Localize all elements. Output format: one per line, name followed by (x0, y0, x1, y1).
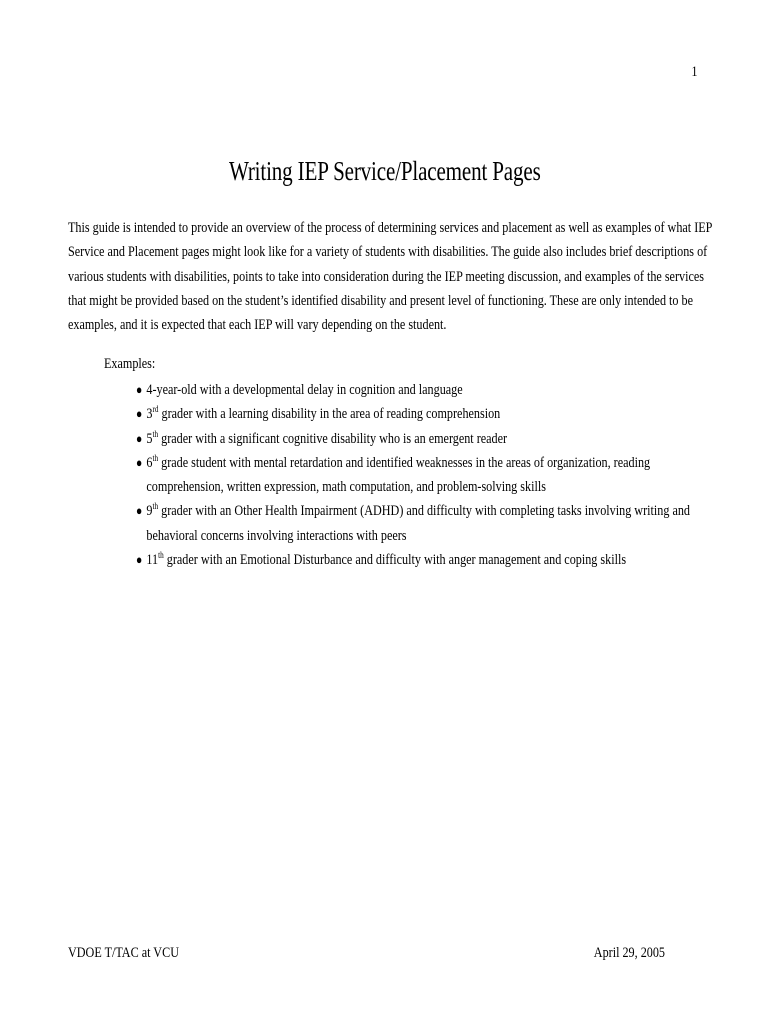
example-num: 3 (146, 405, 153, 423)
list-item (136, 427, 690, 451)
footer-date: April 29, 2005 (593, 944, 665, 961)
bullet-icon: ● (136, 503, 143, 519)
example-text: grader with a learning disability in the area of reading comprehension (158, 405, 501, 423)
bullet-icon: ● (136, 406, 143, 422)
list-item (136, 378, 690, 402)
example-num: 9 (146, 502, 153, 520)
examples-list (136, 378, 690, 572)
example-ordinal: th (158, 550, 164, 561)
example-text: grade student with mental retardation and identified weaknesses in the areas of organization, reading (158, 453, 651, 471)
example-ordinal: th (152, 501, 159, 512)
list-item (136, 451, 690, 500)
list-item (136, 402, 690, 426)
example-ordinal: th (152, 452, 159, 463)
bullet-icon: ● (136, 382, 143, 397)
example-ordinal: rd (152, 404, 159, 415)
document-title-text: Writing IEP Service/Placement Pages (229, 156, 541, 186)
bullet-icon: ● (136, 430, 143, 446)
example-text: grader with a significant cognitive disability who is an emergent reader (158, 429, 508, 447)
example-continuation: behavioral concerns involving interactions with peers (146, 526, 407, 544)
footer-organization: VDOE T/TAC at VCU (68, 944, 179, 961)
intro-line: Service and Placement pages might look like for a variety of students with disabilities. The guide also includes brief descriptions of (68, 243, 708, 261)
list-item (136, 548, 690, 572)
intro-line: examples, and it is expected that each IEP will vary depending on the student. (68, 316, 447, 334)
example-ordinal: th (152, 428, 159, 439)
page-number: 1 (690, 64, 697, 80)
bullet-icon: ● (136, 454, 143, 470)
examples-label: Examples: (104, 355, 156, 372)
example-num: 5 (146, 429, 153, 447)
intro-line: that might be provided based on the student’s identified disability and present level of functioning. These are only intended to be (68, 291, 694, 309)
example-text: grader with an Emotional Disturbance and difficulty with anger management and coping skills (163, 551, 627, 569)
list-item (136, 499, 690, 548)
intro-line: This guide is intended to provide an overview of the process of determining services and placement as well as examples of what IEP (68, 219, 713, 236)
intro-paragraph (68, 216, 712, 337)
example-text: grader with an Other Health Impairment (ADHD) and difficulty with completing tasks involving writing and (158, 502, 690, 520)
example-num: 11 (146, 551, 159, 569)
example-num: 6 (146, 453, 153, 471)
example-text: 4-year-old with a developmental delay in cognition and language (146, 381, 463, 398)
example-continuation: comprehension, written expression, math computation, and problem-solving skills (146, 478, 546, 496)
document-title (0, 156, 770, 187)
bullet-icon: ● (136, 552, 143, 568)
intro-line: various students with disabilities, points to take into consideration during the IEP meeting discussion, and examples of the services (68, 267, 704, 285)
